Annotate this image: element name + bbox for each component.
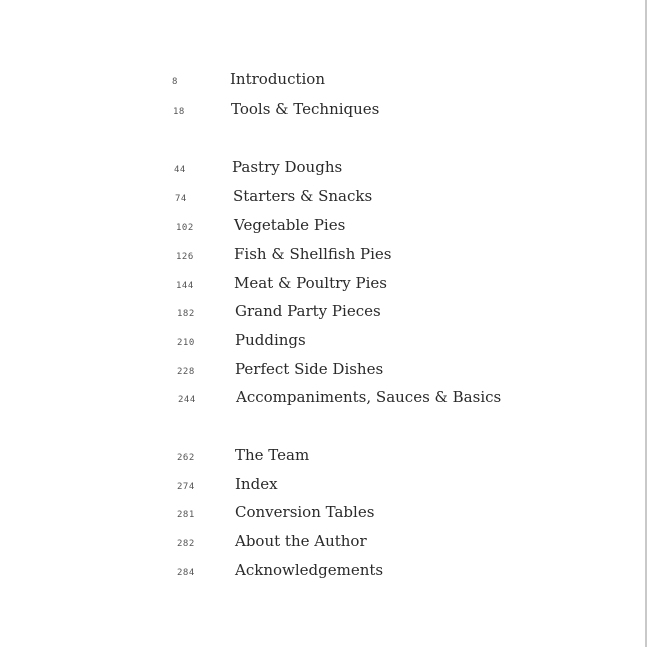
toc-entry-the-team	[177, 446, 557, 470]
toc-entry-fish-shellfish-pies	[176, 245, 556, 269]
toc-entry-vegetable-pies	[176, 216, 556, 240]
toc-entry-perfect-side-dishes	[177, 360, 557, 384]
toc-entry-grand-party-pieces	[177, 302, 557, 326]
page-number: 262	[177, 453, 195, 463]
page-number: 102	[176, 223, 194, 233]
page-number: 182	[177, 309, 195, 319]
page-number: 282	[177, 539, 195, 549]
toc-entry-tools-techniques	[173, 100, 553, 124]
page-number: 144	[176, 281, 194, 291]
toc-entry-meat-poultry-pies	[176, 274, 556, 298]
entry-title: Starters & Snacks	[233, 187, 373, 205]
toc-entry-introduction	[172, 70, 552, 94]
page-number: 74	[175, 194, 187, 204]
toc-entry-accompaniments	[178, 388, 558, 412]
page-number: 244	[178, 395, 196, 405]
toc-entry-about-the-author	[177, 532, 557, 556]
entry-title: Fish & Shellfish Pies	[234, 245, 392, 263]
toc-entry-pastry-doughs	[174, 158, 554, 182]
entry-title: Acknowledgements	[235, 561, 384, 579]
entry-title: Meat & Poultry Pies	[234, 274, 387, 292]
entry-title: Perfect Side Dishes	[235, 360, 384, 378]
page-number: 18	[173, 107, 185, 117]
page-number: 44	[174, 165, 186, 175]
page-number: 281	[177, 510, 195, 520]
page-number: 274	[177, 482, 195, 492]
page-number: 210	[177, 338, 195, 348]
entry-title: Accompaniments, Sauces & Basics	[236, 388, 502, 406]
entry-title: Puddings	[235, 331, 306, 349]
entry-title: Tools & Techniques	[231, 100, 380, 118]
toc-entry-index	[177, 475, 557, 499]
entry-title: About the Author	[235, 532, 367, 550]
page-number: 284	[177, 568, 195, 578]
entry-title: Vegetable Pies	[234, 216, 346, 234]
entry-title: Conversion Tables	[235, 503, 375, 521]
entry-title: Introduction	[230, 70, 325, 88]
entry-title: Index	[235, 475, 278, 493]
toc-entry-conversion-tables	[177, 503, 557, 527]
entry-title: Pastry Doughs	[232, 158, 343, 176]
entry-title: The Team	[235, 446, 310, 464]
page-number: 8	[172, 77, 178, 87]
page-number: 126	[176, 252, 194, 262]
toc-entry-acknowledgements	[177, 561, 557, 585]
toc-entry-starters-snacks	[175, 187, 555, 211]
page-number: 228	[177, 367, 195, 377]
entry-title: Grand Party Pieces	[235, 302, 381, 320]
toc-entry-puddings	[177, 331, 557, 355]
